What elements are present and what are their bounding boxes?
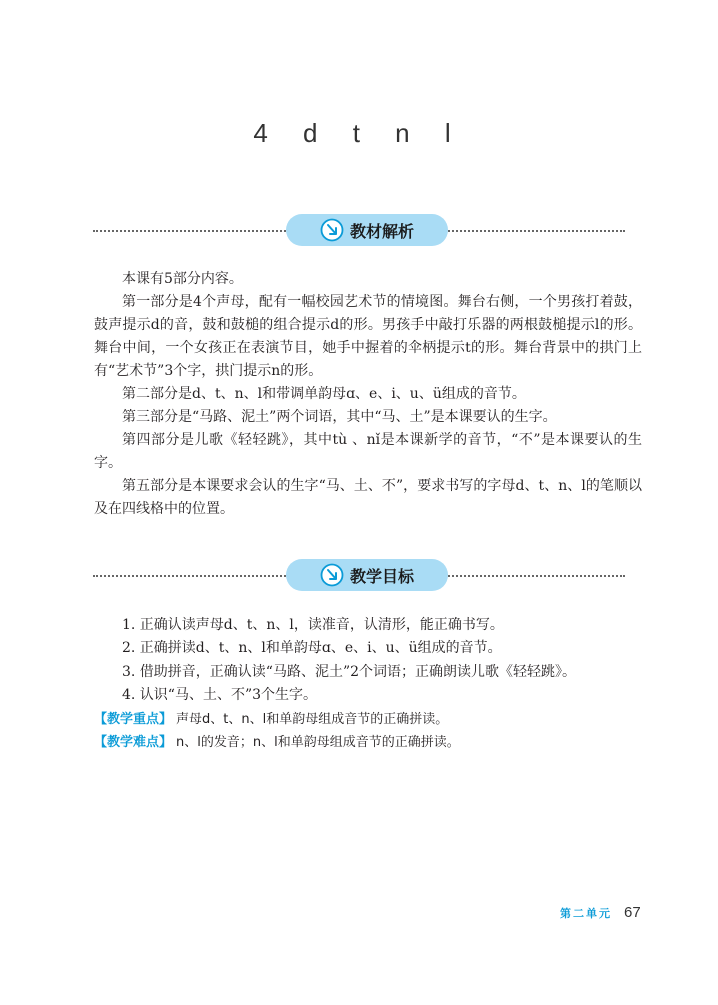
list-item: 1. 正确认读声母d、t、n、l，读准音，认清形，能正确书写。 <box>122 617 504 633</box>
list-item: 3. 借助拼音，正确认读“马路、泥土”2个词语；正确朗读儿歌《轻轻跳》。 <box>122 663 577 680</box>
analysis-body <box>94 268 642 521</box>
difficulty-label: 【教学难点】 <box>94 735 173 751</box>
paragraph: 第二部分是d、t、n、l和带调单韵母ɑ、e、i、u、ü组成的音节。 <box>122 386 526 402</box>
page-number: 67 <box>624 904 641 921</box>
section-heading: 教学目标 <box>350 566 415 586</box>
section-heading: 教材解析 <box>350 221 415 241</box>
unit-label: 第二单元 <box>560 906 612 920</box>
arrow-circle-icon <box>320 563 344 587</box>
key-point-text: 声母d、t、n、l和单韵母组成音节的正确拼读。 <box>176 711 449 727</box>
key-point-label: 【教学重点】 <box>94 711 173 727</box>
page-footer <box>560 904 641 921</box>
goals-list <box>94 614 642 754</box>
key-point <box>94 708 642 731</box>
section-pill <box>286 559 448 591</box>
paragraph: 第一部分是4个声母，配有一幅校园艺术节的情境图。舞台右侧，一个男孩打着鼓，鼓声提示d的音，鼓和鼓槌的组合提示d的形。男孩手中敲打乐器的两根鼓槌提示l的形。舞台中间，一个女孩正在表演节目，她手中握着的伞柄提示t的形。舞台背景中的拱门上有“艺术节”3个字，拱门提示n的形。 <box>94 294 642 379</box>
paragraph: 本课有5部分内容。 <box>122 271 243 287</box>
difficulty-text: n、l的发音；n、l和单韵母组成音节的正确拼读。 <box>176 735 460 751</box>
list-item: 2. 正确拼读d、t、n、l和单韵母ɑ、e、i、u、ü组成的音节。 <box>122 640 502 657</box>
difficulty-point <box>94 731 642 754</box>
lesson-title: 4 d t n l <box>253 118 465 148</box>
paragraph: 第五部分是本课要求会认的生字“马、土、不”，要求书写的字母d、t、n、l的笔顺以及在四线格中的位置。 <box>94 478 642 517</box>
section-pill <box>286 214 448 246</box>
list-item: 4. 认识“马、土、不”3个生字。 <box>122 687 318 704</box>
section-header-analysis <box>93 214 625 248</box>
paragraph: 第四部分是儿歌《轻轻跳》，其中tù 、nǐ是本课新学的音节，“不”是本课要认的生字。 <box>94 432 642 471</box>
arrow-circle-icon <box>320 218 344 242</box>
paragraph: 第三部分是“马路、泥土”两个词语，其中“马、土”是本课要认的生字。 <box>122 409 557 425</box>
section-header-goals <box>93 559 625 593</box>
